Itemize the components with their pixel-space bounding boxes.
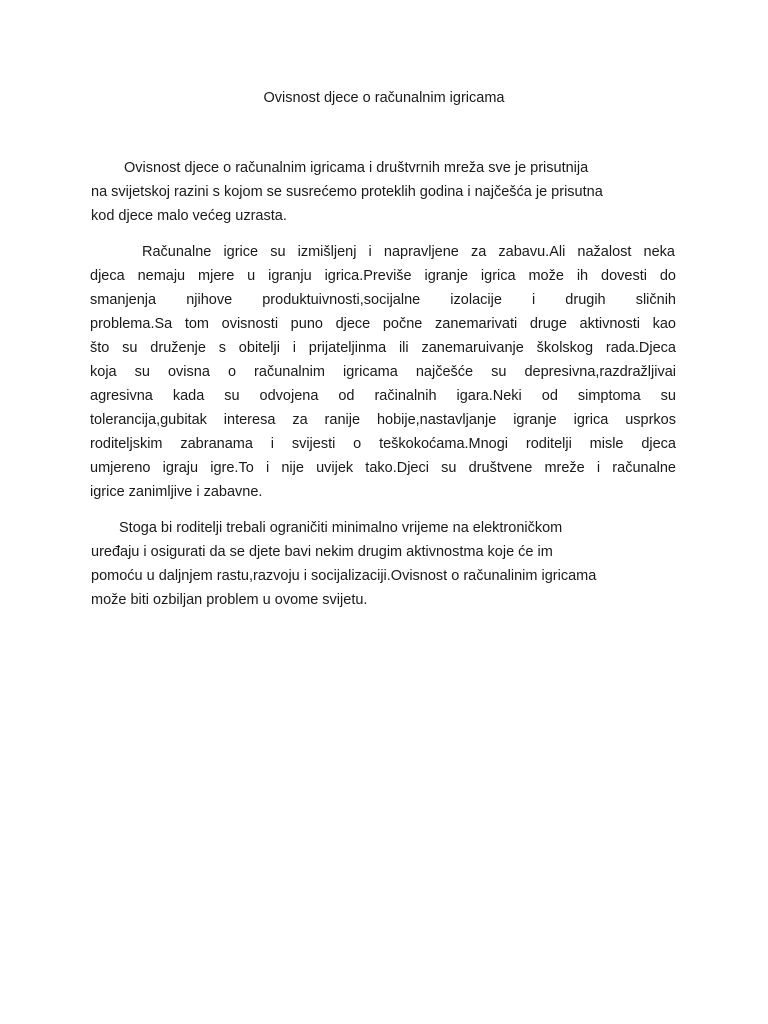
paragraph-line: igrice zanimljive i zabavne. (90, 484, 263, 500)
document-title: Ovisnost djece o računalnim igricama (263, 90, 505, 106)
paragraph-line: djeca nemaju mjere u igranju igrica.Previše igranje igrica može ih dovesti do (90, 268, 676, 284)
paragraph-line: tolerancija,gubitak interesa za ranije hobije,nastavljanje igranje igrica usprkos (90, 412, 676, 428)
paragraph-line: Stoga bi roditelji trebali ograničiti minimalno vrijeme na elektroničkom (119, 520, 563, 536)
paragraph-line: roditeljskim zabranama i svijesti o teškokoćama.Mnogi roditelji misle djeca (90, 436, 676, 452)
paragraph-line: koja su ovisna o računalnim igricama najčešće su depresivna,razdražljivai (90, 364, 676, 380)
paragraph-line: na svijetskoj razini s kojom se susrećemo proteklih godina i najčešća je prisutna (91, 184, 603, 200)
paragraph-line: umjereno igraju igre.To i nije uvijek tako.Djeci su društvene mreže i računalne (90, 460, 676, 476)
paragraph-line: uređaju i osigurati da se djete bavi nekim drugim aktivnostma koje će im (91, 544, 553, 560)
paragraph-line: problema.Sa tom ovisnosti puno djece počne zanemarivati druge aktivnosti kao (90, 316, 676, 332)
paragraph-line: može biti ozbiljan problem u ovome svijetu. (91, 592, 368, 608)
paragraph-line: agresivna kada su odvojena od račinalnih igara.Neki od simptoma su (90, 388, 676, 404)
paragraph-line: Ovisnost djece o računalnim igricama i društvrnih mreža sve je prisutnija (124, 160, 589, 176)
paragraph-line: Računalne igrice su izmišljenj i napravljene za zabavu.Ali nažalost neka (142, 244, 675, 260)
paragraph-line: kod djece malo većeg uzrasta. (91, 208, 287, 224)
paragraph-line: što su druženje s obitelji i prijateljinma ili zanemaruivanje školskog rada.Djeca (90, 340, 676, 356)
paragraph-line: smanjenja njihove produktuivnosti,socijalne izolacije i drugih sličnih (90, 292, 676, 308)
paragraph-line: pomoću u daljnjem rastu,razvoju i socijalizaciji.Ovisnost o računalinim igricama (91, 568, 597, 584)
